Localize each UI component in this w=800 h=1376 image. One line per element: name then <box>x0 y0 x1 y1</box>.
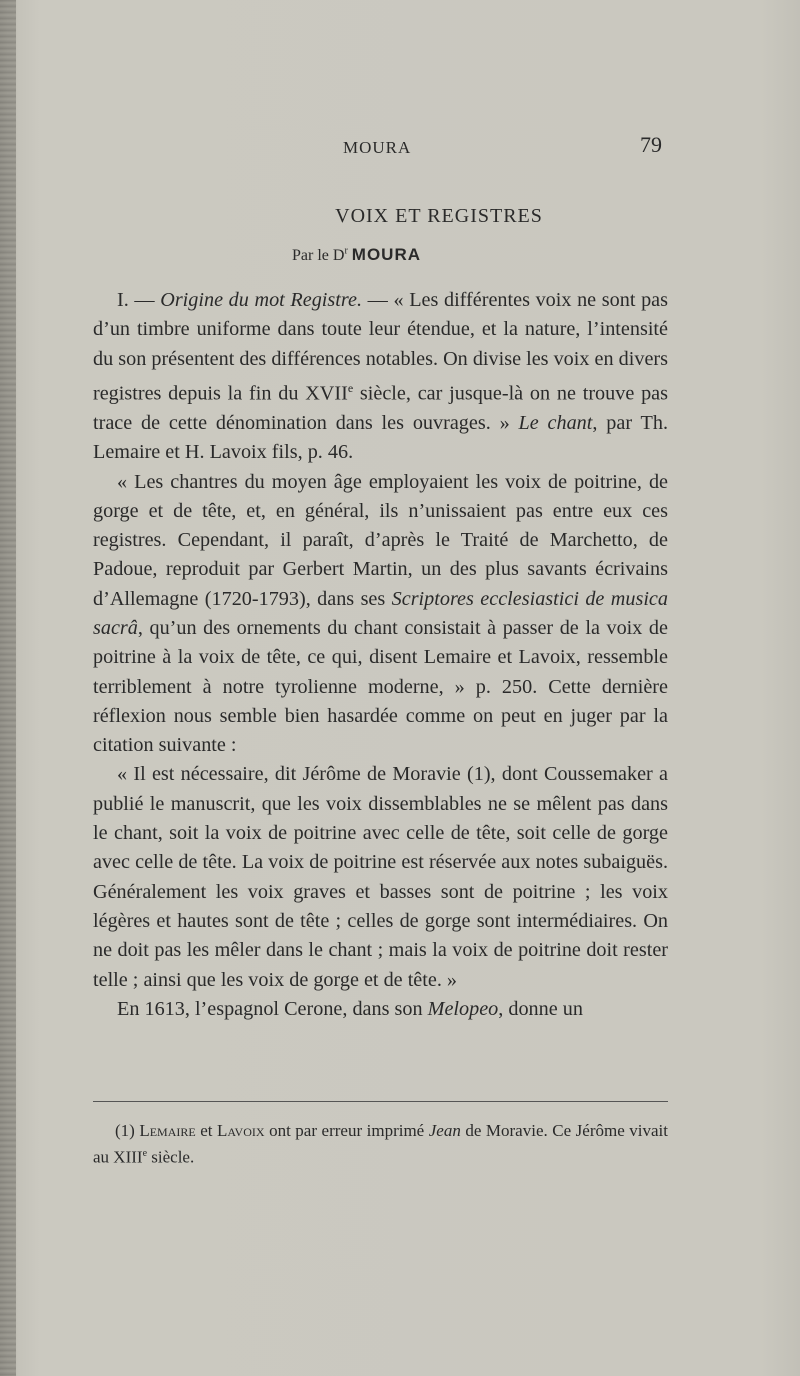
paragraph-text: , donne un <box>498 997 583 1020</box>
footnote-name: Lemaire <box>139 1121 196 1140</box>
page-number: 79 <box>640 132 662 157</box>
paragraph-text: « Les chantres du moyen âge employaient les voix de poitrine, de gorge et de tête, et, en général, ils n’unissaient pas entre eux ces registres. Cependant, il paraît, d’après le Traité de Marchetto, de Padoue, reproduit par Gerbert Martin, un des plus savants écrivains d’Allemagne (1720-1793), dans ses <box>93 470 668 610</box>
footnote-marker: (1) <box>115 1121 140 1140</box>
section-number: I. — <box>117 289 161 311</box>
running-head: MOURA <box>343 138 412 157</box>
superscript: e <box>142 1148 148 1159</box>
byline-prefix: Par le D <box>292 247 345 264</box>
footnote-name: Lavoix <box>217 1121 265 1140</box>
author-name: MOURA <box>351 245 421 264</box>
footnote <box>93 1119 668 1169</box>
paragraph-1 <box>93 286 668 468</box>
paragraph-text: — « Les différentes voix ne sont pas d’un timbre uniforme dans toute leur étendue, et la nature, l’intensité du son présentent des différences notables. On divise les voix en divers registres depuis la fin du XVII <box>93 289 668 405</box>
byline <box>292 245 421 265</box>
section-heading: Origine du mot Registre. <box>160 289 362 311</box>
paragraph-2 <box>93 468 668 761</box>
footnote-text: ont par erreur imprimé <box>264 1121 429 1140</box>
footnote-text: et <box>195 1121 218 1140</box>
paragraph-4 <box>93 995 668 1024</box>
paragraph-text: En 1613, l’espagnol Cerone, dans son <box>117 997 428 1020</box>
superscript: e <box>347 380 354 395</box>
book-title: Melopeo <box>427 997 499 1020</box>
byline-superscript: r <box>344 245 348 257</box>
book-title: Le chant <box>518 411 593 434</box>
body-text <box>93 286 668 1024</box>
paragraph-3: « Il est nécessaire, dit Jérôme de Moravie (1), dont Coussemaker a publié le manuscrit, que les voix dissemblables ne se mêlent pas dans le chant, soit la voix de poitrine avec celle de tête, soit celle de gorge avec celle de tête. La voix de poitrine est réservée aux notes subaiguës. Généralement les voix graves et basses sont de poitrine ; les voix légères et hautes sont de tête ; celles de gorge sont intermédiaires. On ne doit pas les mêler dans le chant ; mais la voix de poitrine doit rester telle ; ainsi que les voix de gorge et de tête. » <box>93 763 668 991</box>
paragraph-text: siècle, car jusque-là on ne trouve pas trace de cette dénomination dans les ouvrages. » <box>93 382 668 434</box>
book-title: Scriptores ecclesiastici de musica sacrâ <box>93 587 668 639</box>
paragraph-text: , qu’un des ornements du chant consistait à passer de la voix de poitrine à la voix de tête, ce qui, disent Lemaire et Lavoix, ressemble terriblement à notre tyrolienne moderne, » p. 250. Cette dernière réflexion nous semble bien hasardée comme on peut en juger par la citation suivante : <box>93 617 668 757</box>
article-title-wrap <box>0 205 800 228</box>
paragraph-text: , par Th. Lemaire et H. Lavoix fils, p. 46. <box>93 411 668 464</box>
article-title: VOIX ET REGISTRES <box>335 205 543 227</box>
footnote-text: siècle. <box>147 1147 195 1167</box>
footnote-text: de Moravie. Ce Jérôme vivait au XIII <box>93 1121 668 1167</box>
footnote-italic: Jean <box>428 1121 461 1140</box>
footnote-divider <box>93 1101 668 1102</box>
